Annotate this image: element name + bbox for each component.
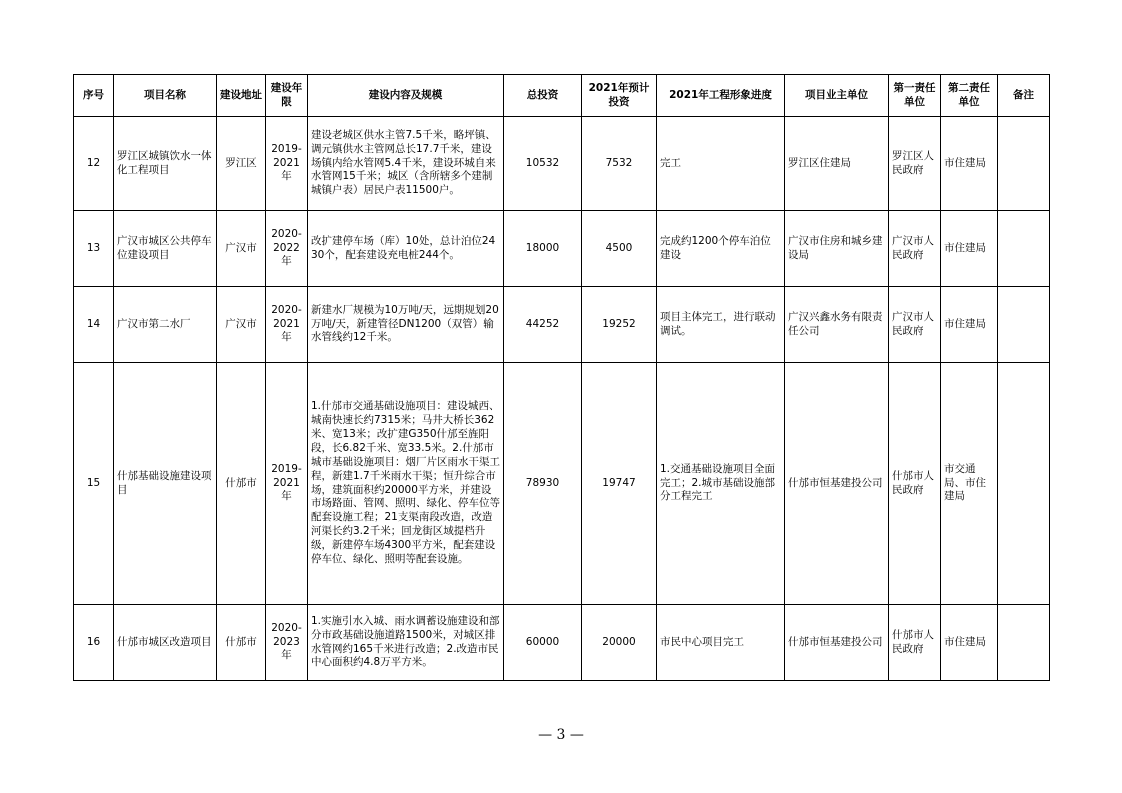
cell-remark: [998, 211, 1050, 287]
cell-progress: 项目主体完工，进行联动调试。: [657, 287, 785, 363]
cell-progress: 1.交通基础设施项目全面完工；2.城市基础设施部分工程完工: [657, 363, 785, 605]
cell-first: 广汉市人民政府: [889, 287, 941, 363]
cell-plan2021: 4500: [582, 211, 657, 287]
cell-content: 建设老城区供水主管7.5千米，略坪镇、调元镇供水主管网总长17.7千米，建设场镇内给水管网5.4千米，建设环城自来水管网15千米；城区（含所辖多个建制城镇户表）居民户表11500户。: [308, 117, 504, 211]
cell-owner: 什邡市恒基建投公司: [785, 605, 889, 681]
table-header-row: [74, 75, 1050, 117]
cell-location: 广汉市: [217, 287, 266, 363]
page-number: — 3 —: [538, 727, 584, 743]
header-progress: 2021年工程形象进度: [657, 75, 785, 117]
cell-location: 什邡市: [217, 605, 266, 681]
cell-location: 什邡市: [217, 363, 266, 605]
cell-content: 1.实施引水入城、雨水调蓄设施建设和部分市政基础设施道路1500米，对城区排水管网约165千米进行改造；2.改造市民中心面积约4.8万平方米。: [308, 605, 504, 681]
cell-total: 60000: [504, 605, 582, 681]
cell-plan2021: 20000: [582, 605, 657, 681]
cell-owner: 罗江区住建局: [785, 117, 889, 211]
cell-remark: [998, 117, 1050, 211]
cell-name: 什邡基础设施建设项目: [114, 363, 217, 605]
header-content: 建设内容及规模: [308, 75, 504, 117]
cell-first: 什邡市人民政府: [889, 605, 941, 681]
cell-content: 改扩建停车场（库）10处，总计泊位2430个，配套建设充电桩244个。: [308, 211, 504, 287]
cell-owner: 什邡市恒基建投公司: [785, 363, 889, 605]
cell-second: 市住建局: [941, 211, 998, 287]
cell-plan2021: 19747: [582, 363, 657, 605]
cell-first: 罗江区人民政府: [889, 117, 941, 211]
table-row: [74, 287, 1050, 363]
cell-first: 广汉市人民政府: [889, 211, 941, 287]
project-table: [73, 74, 1050, 681]
cell-progress: 市民中心项目完工: [657, 605, 785, 681]
cell-period: 2019-2021年: [266, 363, 308, 605]
cell-period: 2019-2021年: [266, 117, 308, 211]
table-row: [74, 605, 1050, 681]
cell-seq: 12: [74, 117, 114, 211]
header-plan2021: 2021年预计投资: [582, 75, 657, 117]
cell-seq: 14: [74, 287, 114, 363]
cell-plan2021: 7532: [582, 117, 657, 211]
cell-period: 2020-2022年: [266, 211, 308, 287]
cell-remark: [998, 605, 1050, 681]
cell-location: 广汉市: [217, 211, 266, 287]
cell-progress: 完成约1200个停车泊位建设: [657, 211, 785, 287]
table-row: [74, 117, 1050, 211]
cell-second: 市住建局: [941, 117, 998, 211]
cell-content: 1.什邡市交通基础设施项目：建设城西、城南快速长约7315米；马井大桥长362米、宽13米；改扩建G350什邡至旌阳段，长6.82千米、宽33.5米。2.什邡市城市基础设施项目：烟厂片区雨水干渠工程，新建1.7千米雨水干渠；恒升综合市场，建筑面积约20000平方米，并建设市场路面、管网、照明、绿化、停车位等配套设施工程；21支渠南段改造，改造河渠长约3.2千米；回龙街区域提档升级，新建停车场4300平方米，配套建设停车位、绿化、照明等配套设施。: [308, 363, 504, 605]
cell-name: 广汉市第二水厂: [114, 287, 217, 363]
table-row: [74, 363, 1050, 605]
cell-second: 市住建局: [941, 287, 998, 363]
cell-period: 2020-2021年: [266, 287, 308, 363]
cell-remark: [998, 287, 1050, 363]
header-name: 项目名称: [114, 75, 217, 117]
cell-seq: 16: [74, 605, 114, 681]
cell-total: 18000: [504, 211, 582, 287]
header-remark: 备注: [998, 75, 1050, 117]
cell-seq: 15: [74, 363, 114, 605]
header-period: 建设年限: [266, 75, 308, 117]
cell-name: 广汉市城区公共停车位建设项目: [114, 211, 217, 287]
cell-owner: 广汉市住房和城乡建设局: [785, 211, 889, 287]
cell-name: 什邡市城区改造项目: [114, 605, 217, 681]
header-total: 总投资: [504, 75, 582, 117]
cell-total: 78930: [504, 363, 582, 605]
cell-location: 罗江区: [217, 117, 266, 211]
cell-seq: 13: [74, 211, 114, 287]
cell-name: 罗江区城镇饮水一体化工程项目: [114, 117, 217, 211]
cell-total: 10532: [504, 117, 582, 211]
header-first: 第一责任单位: [889, 75, 941, 117]
header-seq: 序号: [74, 75, 114, 117]
header-second: 第二责任单位: [941, 75, 998, 117]
cell-remark: [998, 363, 1050, 605]
cell-plan2021: 19252: [582, 287, 657, 363]
cell-second: 市交通局、市住建局: [941, 363, 998, 605]
cell-owner: 广汉兴鑫水务有限责任公司: [785, 287, 889, 363]
header-location: 建设地址: [217, 75, 266, 117]
cell-content: 新建水厂规模为10万吨/天，远期规划20万吨/天，新建管径DN1200（双管）输水管线约12千米。: [308, 287, 504, 363]
cell-total: 44252: [504, 287, 582, 363]
cell-period: 2020-2023年: [266, 605, 308, 681]
table-row: [74, 211, 1050, 287]
cell-first: 什邡市人民政府: [889, 363, 941, 605]
cell-progress: 完工: [657, 117, 785, 211]
cell-second: 市住建局: [941, 605, 998, 681]
header-owner: 项目业主单位: [785, 75, 889, 117]
